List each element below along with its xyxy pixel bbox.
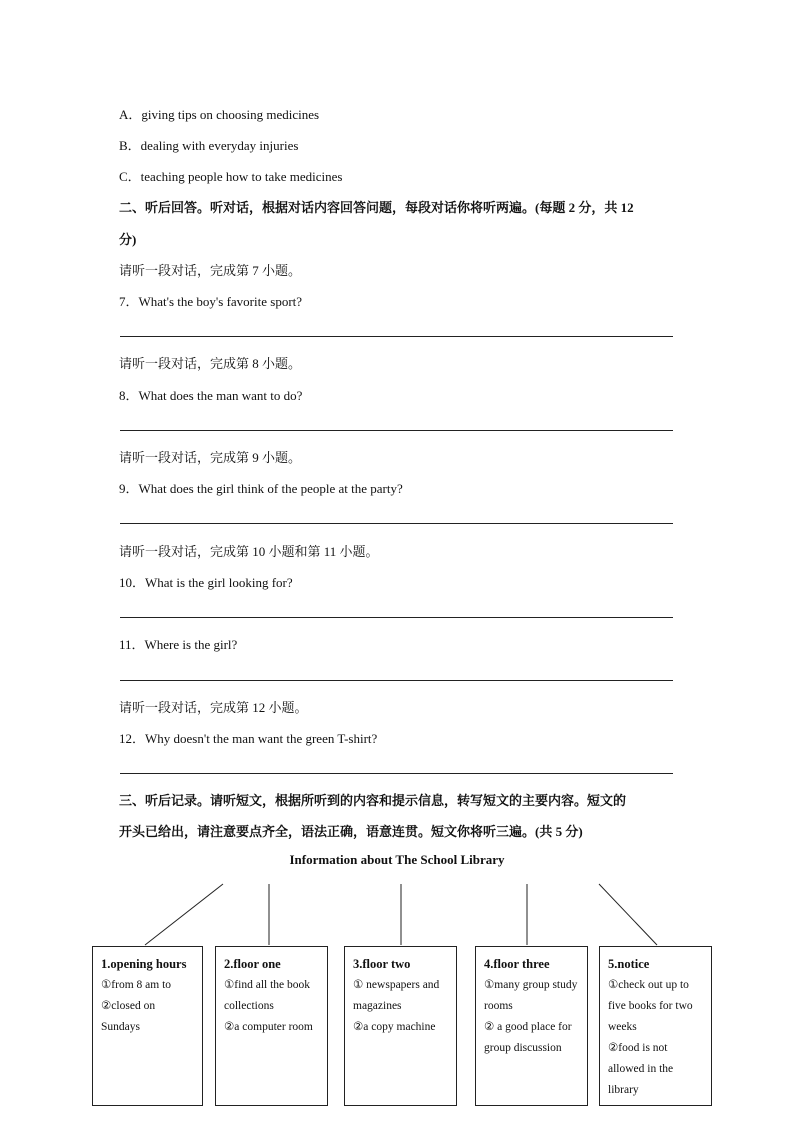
instruction-q7: 请听一段对话，完成第 7 小题。 [119,263,302,278]
diagram-title: Information about The School Library [289,852,505,867]
box-item: ②a copy machine [353,1021,436,1033]
box-item: ②a computer room [224,1021,313,1033]
box-item: ②food is not allowed in the library [608,1042,674,1096]
box-item: ①find all the book collections [224,979,311,1012]
info-box-opening-hours [92,946,203,1106]
box-heading: 2.floor one [224,957,281,971]
option-a: A．giving tips on choosing medicines [119,107,320,122]
instruction-q8: 请听一段对话，完成第 8 小题。 [119,356,302,371]
info-box-notice [599,946,712,1106]
question-8: 8．What does the man want to do? [119,388,303,403]
box-item: ① newspapers and magazines [353,979,440,1012]
question-7: 7．What's the boy's favorite sport? [119,294,303,309]
box-heading: 5.notice [608,957,650,971]
box-item: ①check out up to five books for two weeks [608,979,693,1033]
box-item: ①from 8 am to [101,979,172,991]
info-box-floor-one [215,946,328,1106]
section2-heading-line1: 二、听后回答。听对话，根据对话内容回答问题，每段对话你将听两遍。(每题 2 分，共 12 [119,200,634,215]
section2-heading-line2: 分) [119,232,137,247]
section3-heading-line1: 三、听后记录。请听短文，根据所听到的内容和提示信息，转写短文的主要内容。短文的 [119,793,627,808]
option-b: B．dealing with everyday injuries [119,138,299,153]
instruction-q10-11: 请听一段对话，完成第 10 小题和第 11 小题。 [119,544,379,559]
box-item: ②closed on Sundays [101,1000,156,1033]
info-box-floor-two [344,946,457,1106]
box-heading: 1.opening hours [101,957,187,971]
box-item: ② a good place for group discussion [484,1021,572,1054]
instruction-q9: 请听一段对话，完成第 9 小题。 [119,450,302,465]
option-c: C．teaching people how to take medicines [119,169,343,184]
instruction-q12: 请听一段对话，完成第 12 小题。 [119,700,308,715]
box-heading: 3.floor two [353,957,411,971]
question-11: 11．Where is the girl? [119,637,238,652]
box-heading: 4.floor three [484,957,550,971]
question-10: 10．What is the girl looking for? [119,575,293,590]
section3-heading-line2: 开头已给出，请注意要点齐全，语法正确，语意连贯。短文你将听三遍。(共 5 分) [119,824,583,839]
box-item: ①many group study rooms [484,979,578,1012]
question-9: 9．What does the girl think of the people at the party? [119,481,403,496]
question-12: 12．Why doesn't the man want the green T-shirt? [119,731,378,746]
info-box-floor-three [475,946,588,1106]
